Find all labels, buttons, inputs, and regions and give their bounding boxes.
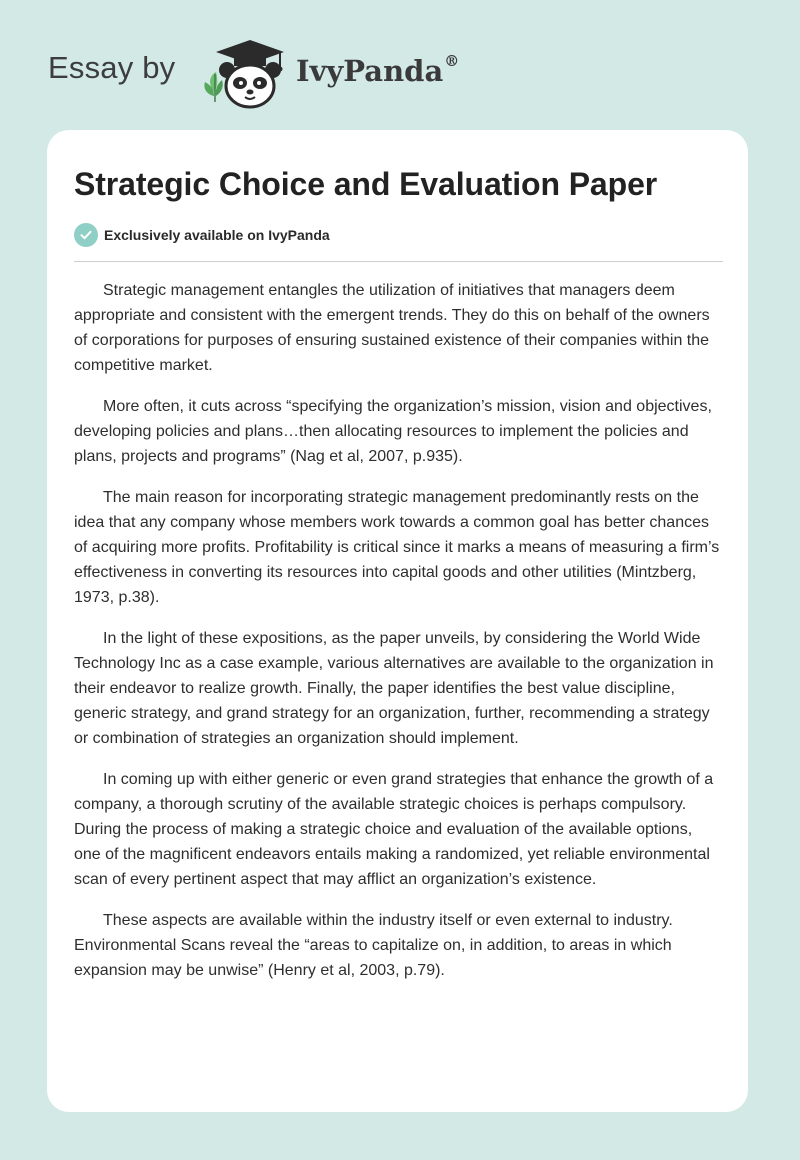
- essay-card: [47, 130, 748, 1112]
- check-circle-icon: [74, 223, 98, 247]
- brand-name[interactable]: IvyPanda®: [296, 52, 460, 88]
- paragraph: In the light of these expositions, as the paper unveils, by considering the World Wide Technology Inc as a case example, various alternatives are available to the organization in their endeavor to realize growth. Finally, the paper identifies the best value discipline, generic strategy, and grand strategy for an organization, further, recommending a strategy or combination of strategies an organization should implement.: [74, 630, 714, 747]
- panda-logo-icon[interactable]: [200, 36, 290, 110]
- essay-by-label: Essay by: [48, 50, 176, 85]
- exclusive-badge: [74, 222, 330, 248]
- registered-mark: ®: [444, 52, 460, 70]
- site-header: [0, 0, 800, 130]
- exclusive-badge-text: Exclusively available on IvyPanda: [104, 227, 330, 243]
- paragraph: In coming up with either generic or even grand strategies that enhance the growth of a company, a thorough scrutiny of the available strategic choices is perhaps compulsory. During the process of making a strategic choice and evaluation of the available options, one of the magnificent endeavors entails making a randomized, yet reliable environmental scan of every pertinent aspect that may afflict an organization’s existence.: [74, 771, 714, 888]
- paragraph: Strategic management entangles the utilization of initiatives that managers deem appropriate and consistent with the emergent trends. They do this on behalf of the owners of corporations for purposes of ensuring sustained existence of their companies within the competitive market.: [74, 282, 710, 374]
- paragraph: More often, it cuts across “specifying the organization’s mission, vision and objectives, developing policies and plans…then allocating resources to implement the policies and plans, projects and programs” (Nag et al, 2007, p.935).: [74, 398, 712, 465]
- paragraph: The main reason for incorporating strategic management predominantly rests on the idea that any company whose members work towards a common goal has better chances of acquiring more profits. Profitability is critical since it marks a means of measuring a firm’s effectiveness in converting its resources into capital goods and other utilities (Mintzberg, 1973, p.38).: [74, 489, 720, 606]
- essay-body: [74, 278, 723, 999]
- paragraph: These aspects are available within the industry itself or even external to industry. Environmental Scans reveal the “areas to capitalize on, in addition, to areas in which expansion may be unwise” (Henry et al, 2003, p.79).: [74, 912, 673, 979]
- page-title: Strategic Choice and Evaluation Paper: [74, 166, 658, 202]
- divider: [74, 261, 723, 262]
- leaf-icon: [204, 72, 222, 102]
